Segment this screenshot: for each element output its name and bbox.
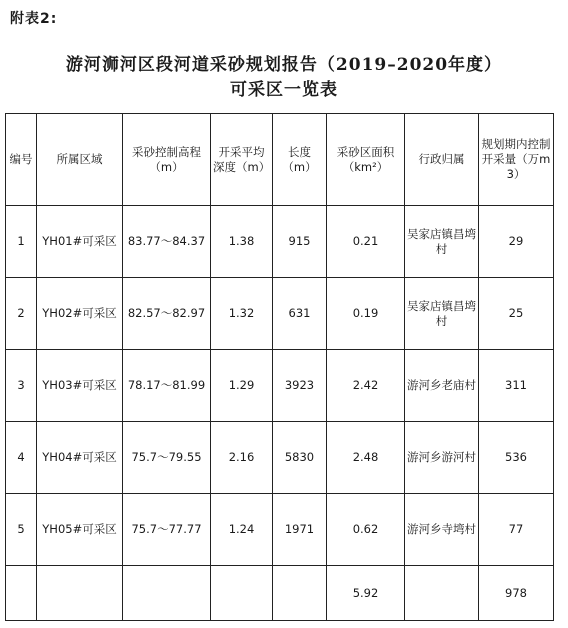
- cell-size: 0.21: [327, 206, 405, 278]
- cell-volume: 536: [479, 422, 554, 494]
- cell-length: 3923: [273, 350, 327, 422]
- document-subtitle: 可采区一览表: [230, 80, 338, 100]
- cell-admin-empty: [405, 566, 479, 621]
- cell-id: 1: [6, 206, 37, 278]
- cell-area: YH02#可采区: [37, 278, 123, 350]
- cell-elevation: 78.17～81.99: [123, 350, 211, 422]
- cell-depth: 1.38: [211, 206, 273, 278]
- cell-depth: 1.29: [211, 350, 273, 422]
- header-cell-id: 编号: [6, 114, 37, 206]
- document-title: 游河浉河区段河道采砂规划报告（2019–2020年度）: [65, 55, 503, 75]
- mining-zone-table: [5, 113, 554, 621]
- total-volume-cell: 978: [479, 566, 554, 621]
- cell-size: 2.48: [327, 422, 405, 494]
- cell-admin: 吴家店镇昌塆村: [405, 278, 479, 350]
- cell-admin: 游河乡寺塆村: [405, 494, 479, 566]
- cell-id: 5: [6, 494, 37, 566]
- header-cell-admin: 行政归属: [405, 114, 479, 206]
- table-row: [6, 422, 554, 494]
- cell-volume: 311: [479, 350, 554, 422]
- cell-elevation-empty: [123, 566, 211, 621]
- cell-area: YH04#可采区: [37, 422, 123, 494]
- cell-area-empty: [37, 566, 123, 621]
- table-row: [6, 494, 554, 566]
- cell-depth: 1.24: [211, 494, 273, 566]
- table-row: [6, 206, 554, 278]
- cell-area: YH01#可采区: [37, 206, 123, 278]
- table-total-row: [6, 566, 554, 621]
- cell-length: 915: [273, 206, 327, 278]
- cell-id: 3: [6, 350, 37, 422]
- cell-elevation: 83.77～84.37: [123, 206, 211, 278]
- cell-length: 1971: [273, 494, 327, 566]
- cell-elevation: 82.57～82.97: [123, 278, 211, 350]
- cell-length-empty: [273, 566, 327, 621]
- attachment-label: 附表2:: [10, 11, 58, 27]
- cell-area: YH05#可采区: [37, 494, 123, 566]
- header-cell-volume: 规划期内控制开采量（万m3）: [479, 114, 554, 206]
- cell-length: 631: [273, 278, 327, 350]
- cell-admin: 游河乡游河村: [405, 422, 479, 494]
- table-row: [6, 278, 554, 350]
- cell-depth-empty: [211, 566, 273, 621]
- cell-admin: 吴家店镇昌塆村: [405, 206, 479, 278]
- table-header-row: [6, 114, 554, 206]
- cell-size: 0.19: [327, 278, 405, 350]
- cell-volume: 77: [479, 494, 554, 566]
- cell-elevation: 75.7～77.77: [123, 494, 211, 566]
- header-cell-elevation: 采砂控制高程（m）: [123, 114, 211, 206]
- cell-id: 2: [6, 278, 37, 350]
- cell-id-empty: [6, 566, 37, 621]
- cell-length: 5830: [273, 422, 327, 494]
- cell-depth: 1.32: [211, 278, 273, 350]
- header-cell-size: 采砂区面积（km²）: [327, 114, 405, 206]
- cell-depth: 2.16: [211, 422, 273, 494]
- table-row: [6, 350, 554, 422]
- header-cell-depth: 开采平均深度（m）: [211, 114, 273, 206]
- header-cell-length: 长度（m）: [273, 114, 327, 206]
- header-cell-area: 所属区域: [37, 114, 123, 206]
- cell-elevation: 75.7～79.55: [123, 422, 211, 494]
- cell-volume: 29: [479, 206, 554, 278]
- cell-size: 0.62: [327, 494, 405, 566]
- cell-size: 2.42: [327, 350, 405, 422]
- total-size-cell: 5.92: [327, 566, 405, 621]
- cell-id: 4: [6, 422, 37, 494]
- cell-area: YH03#可采区: [37, 350, 123, 422]
- cell-admin: 游河乡老庙村: [405, 350, 479, 422]
- cell-volume: 25: [479, 278, 554, 350]
